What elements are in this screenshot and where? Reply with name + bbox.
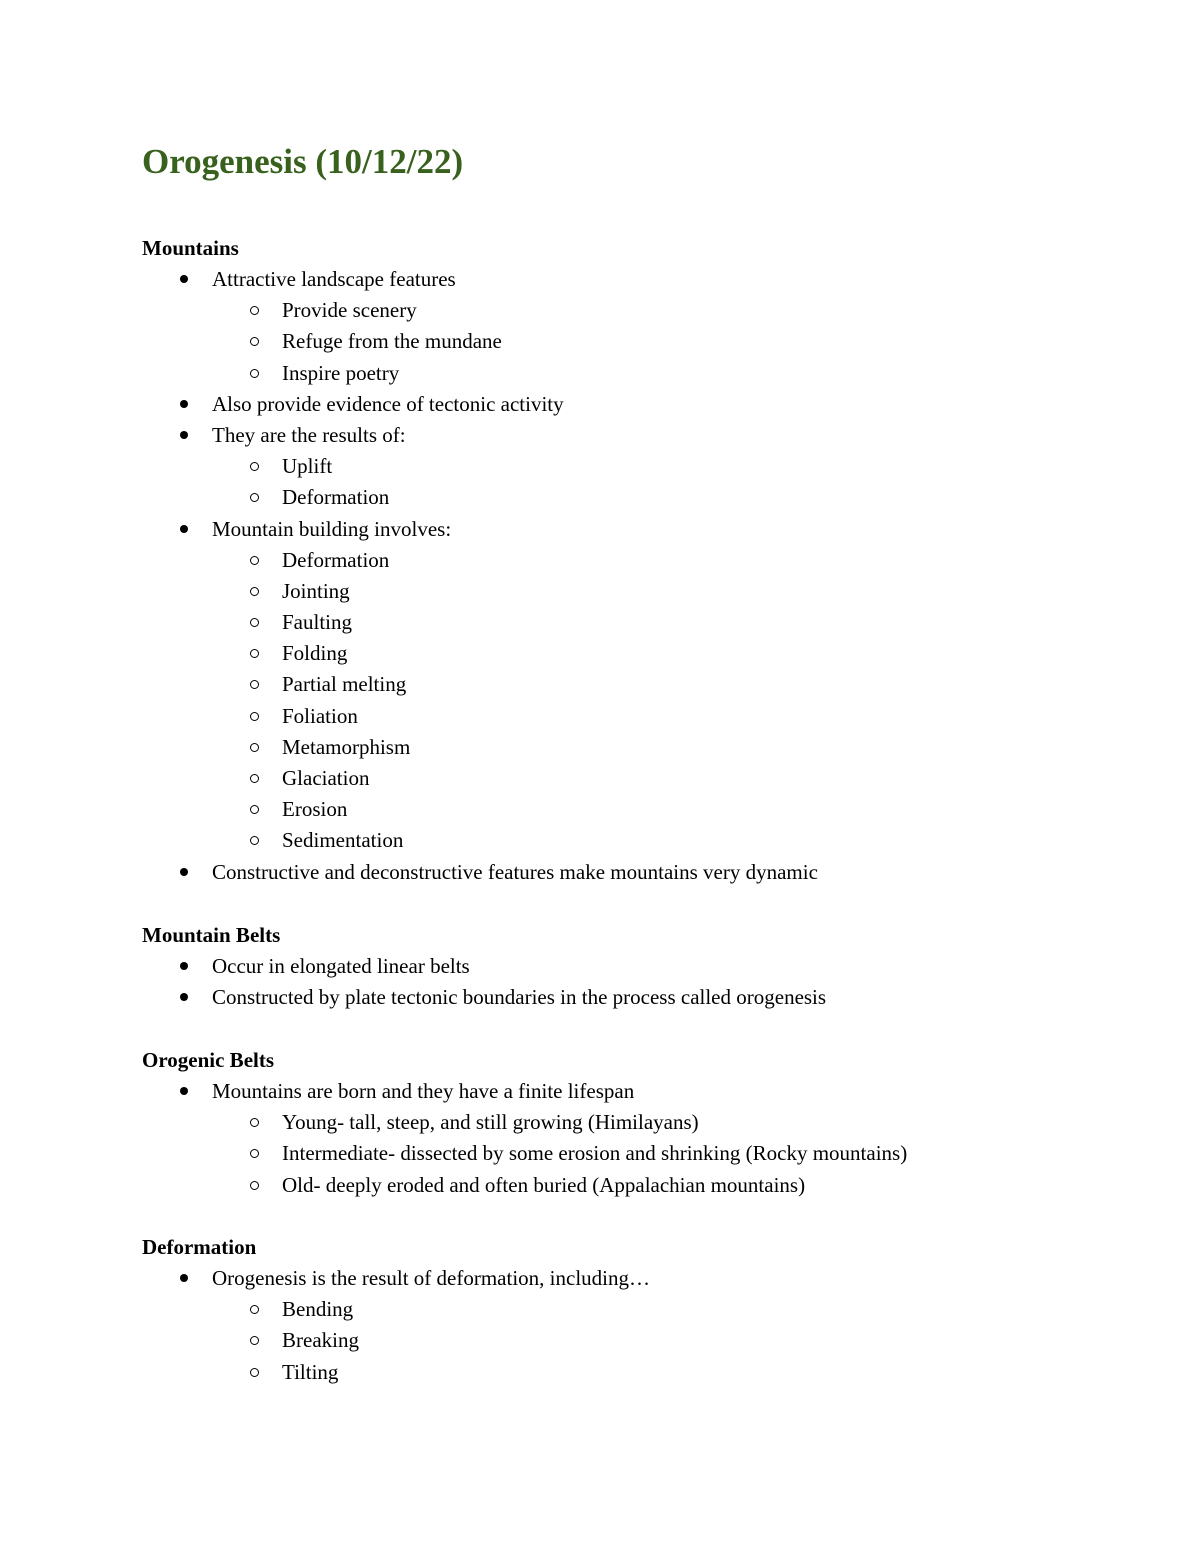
sub-bullet-item [142,732,1142,763]
bullet-item [142,389,1142,420]
item-text: Partial melting [282,672,407,697]
item-text: Foliation [282,703,358,728]
bullet-item [142,857,1142,888]
hollow-bullet-icon [250,649,259,658]
filled-bullet-icon [180,1087,188,1095]
mountains-list [142,264,1142,888]
hollow-bullet-icon [250,369,259,378]
hollow-bullet-icon [250,1181,259,1190]
item-text: Constructive and deconstructive features make mountains very dynamic [212,859,818,884]
item-text: Breaking [282,1328,359,1353]
filled-bullet-icon [180,868,188,876]
sub-bullet-item [142,763,1142,794]
mountain-belts-list [142,951,1142,1013]
item-text: Young- tall, steep, and still growing (Himilayans) [282,1110,699,1135]
hollow-bullet-icon [250,836,259,845]
filled-bullet-icon [180,275,188,283]
sub-bullet-item [142,1325,1142,1356]
sub-bullet-item [142,1107,1142,1138]
item-text: Occur in elongated linear belts [212,954,470,978]
hollow-bullet-icon [250,680,259,689]
hollow-bullet-icon [250,1336,259,1345]
sub-bullet-item [142,1170,1142,1201]
item-text: Faulting [282,610,353,635]
item-text: Old- deeply eroded and often buried (Appalachian mountains) [282,1172,806,1197]
hollow-bullet-icon [250,774,259,783]
orogenic-belts-list [142,1076,1142,1201]
item-text: Orogenesis is the result of deformation, including… [212,1266,650,1290]
sub-bullet-item [142,358,1142,389]
item-text: Deformation [282,485,390,510]
sub-bullet-item [142,701,1142,732]
bullet-item [142,1076,1142,1107]
item-text: Metamorphism [282,734,411,759]
item-text: They are the results of: [212,422,406,447]
item-text: Erosion [282,797,348,822]
hollow-bullet-icon [250,1149,259,1158]
sub-bullet-item [142,669,1142,700]
section-heading-mountain-belts: Mountain Belts [142,923,281,947]
item-text: Deformation [282,547,390,572]
sub-bullet-item [142,545,1142,576]
item-text: Jointing [282,578,350,603]
item-text: Also provide evidence of tectonic activity [212,391,564,416]
filled-bullet-icon [180,431,188,439]
bullet-item [142,264,1142,295]
hollow-bullet-icon [250,1368,259,1377]
hollow-bullet-icon [250,618,259,627]
sub-bullet-item [142,607,1142,638]
item-text: Mountain building involves: [212,516,452,541]
hollow-bullet-icon [250,493,259,502]
item-text: Intermediate- dissected by some erosion and shrinking (Rocky mountains) [282,1141,908,1166]
item-text: Mountains are born and they have a finite lifespan [212,1079,635,1103]
hollow-bullet-icon [250,1118,259,1127]
filled-bullet-icon [180,1274,188,1282]
hollow-bullet-icon [250,337,259,346]
item-text: Attractive landscape features [212,267,456,291]
item-text: Folding [282,641,348,666]
sub-bullet-item [142,576,1142,607]
item-text: Constructed by plate tectonic boundaries in the process called orogenesis [212,985,827,1010]
item-text: Sedimentation [282,828,404,853]
sub-bullet-item [142,295,1142,326]
item-text: Inspire poetry [282,360,400,385]
filled-bullet-icon [180,400,188,408]
sub-bullet-item [142,1138,1142,1169]
bullet-item [142,514,1142,545]
sub-bullet-item [142,326,1142,357]
filled-bullet-icon [180,525,188,533]
hollow-bullet-icon [250,805,259,814]
sub-bullet-item [142,1357,1142,1388]
bullet-item [142,951,1142,982]
bullet-item [142,420,1142,451]
deformation-list [142,1263,1142,1388]
hollow-bullet-icon [250,587,259,596]
filled-bullet-icon [180,993,188,1001]
hollow-bullet-icon [250,743,259,752]
sub-bullet-item [142,451,1142,482]
bullet-item [142,982,1142,1013]
item-text: Uplift [282,454,333,479]
sub-bullet-item [142,825,1142,856]
hollow-bullet-icon [250,556,259,565]
item-text: Provide scenery [282,298,417,323]
section-heading-orogenic-belts: Orogenic Belts [142,1048,275,1072]
sub-bullet-item [142,1294,1142,1325]
item-text: Refuge from the mundane [282,329,502,354]
item-text: Glaciation [282,766,370,790]
section-heading-deformation: Deformation [142,1235,257,1259]
bullet-item [142,1263,1142,1294]
hollow-bullet-icon [250,712,259,721]
hollow-bullet-icon [250,462,259,471]
page-title: Orogenesis (10/12/22) [142,142,464,181]
section-heading-mountains: Mountains [142,236,239,260]
item-text: Tilting [282,1359,339,1384]
sub-bullet-item [142,638,1142,669]
sub-bullet-item [142,794,1142,825]
sub-bullet-item [142,482,1142,513]
item-text: Bending [282,1297,354,1322]
hollow-bullet-icon [250,306,259,315]
filled-bullet-icon [180,962,188,970]
hollow-bullet-icon [250,1305,259,1314]
